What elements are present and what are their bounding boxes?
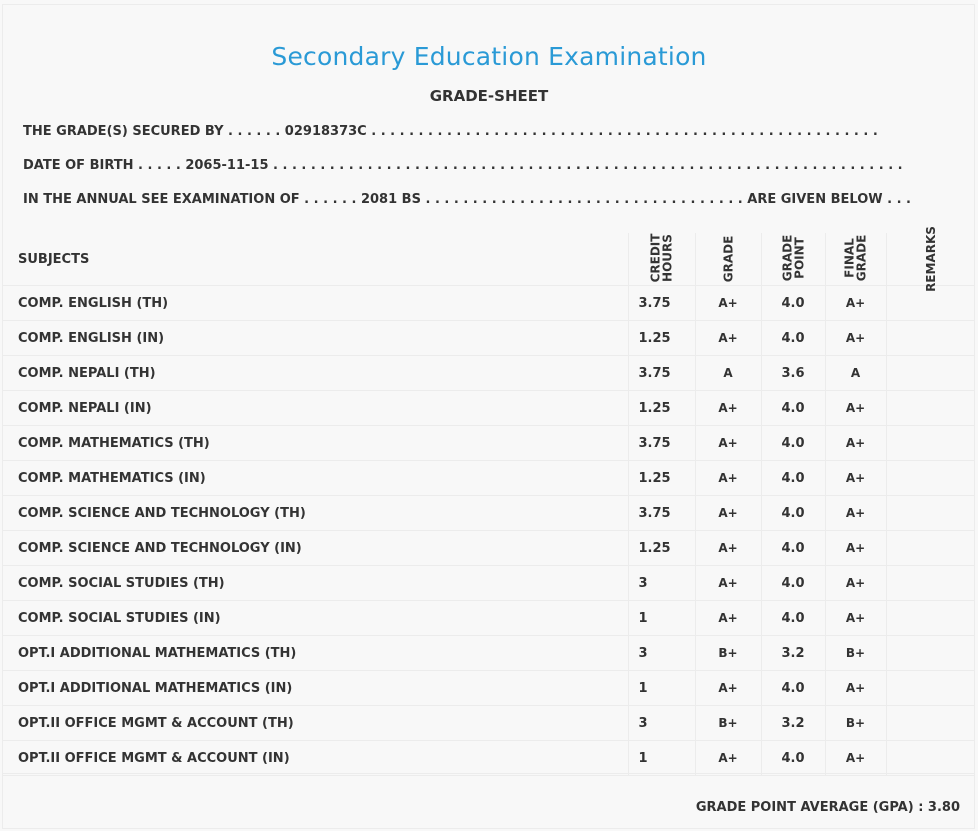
remarks-cell [886, 426, 975, 461]
grade-cell: A+ [695, 321, 761, 356]
gpa-summary: GRADE POINT AVERAGE (GPA) : 3.80 [695, 800, 960, 815]
grade-cell: A [695, 356, 761, 391]
credit-hours-cell: 1 [628, 671, 695, 706]
page-title: Secondary Education Examination [271, 42, 707, 71]
subject-cell: COMP. SCIENCE AND TECHNOLOGY (IN) [2, 531, 628, 566]
credit-hours-cell: 1.25 [628, 531, 695, 566]
final-grade-header-line1: FINAL [842, 238, 857, 278]
table-row [2, 531, 975, 566]
final-grade-cell: A+ [825, 531, 886, 566]
table-row [2, 391, 975, 426]
remarks-cell [886, 636, 975, 671]
subject-cell: COMP. MATHEMATICS (TH) [2, 426, 628, 461]
grade-header [695, 233, 761, 286]
grade-cell: A+ [695, 286, 761, 321]
subject-cell: OPT.I ADDITIONAL MATHEMATICS (IN) [2, 671, 628, 706]
grade-point-header-line2: POINT [791, 237, 806, 279]
grade-point-cell: 4.0 [761, 671, 825, 706]
grade-point-cell: 4.0 [761, 496, 825, 531]
grade-cell: A+ [695, 496, 761, 531]
grade-cell: B+ [695, 706, 761, 741]
table-row [2, 321, 975, 356]
grades-table [2, 225, 975, 776]
credit-hours-cell: 3 [628, 636, 695, 671]
grade-point-cell: 4.0 [761, 391, 825, 426]
final-grade-cell: A+ [825, 286, 886, 321]
subject-cell: COMP. MATHEMATICS (IN) [2, 461, 628, 496]
grade-cell: A+ [695, 426, 761, 461]
page-subtitle: GRADE-SHEET [429, 87, 549, 105]
table-row [2, 496, 975, 531]
credit-hours-cell: 1.25 [628, 321, 695, 356]
subjects-header: SUBJECTS [2, 233, 628, 286]
gpa-divider [2, 773, 975, 774]
table-row [2, 286, 975, 321]
subject-cell: COMP. NEPALI (TH) [2, 356, 628, 391]
subject-cell: OPT.I ADDITIONAL MATHEMATICS (TH) [2, 636, 628, 671]
remarks-cell [886, 601, 975, 636]
secured-by-line: THE GRADE(S) SECURED BY . . . . . . 02918373C . . . . . . . . . . . . . . . . . . . . . . . . . . . . . . . . . . . . . . . . . . . . . . . . . . . . . . [23, 124, 878, 139]
credit-hours-cell: 3 [628, 706, 695, 741]
credit-hours-header-line2: HOURS [660, 234, 675, 282]
final-grade-cell: B+ [825, 706, 886, 741]
final-grade-cell: A [825, 356, 886, 391]
remarks-cell [886, 321, 975, 356]
table-row [2, 601, 975, 636]
final-grade-header-line2: GRADE [854, 234, 869, 282]
grade-header-label: GRADE [720, 235, 735, 282]
remarks-cell [886, 356, 975, 391]
remarks-cell [886, 671, 975, 706]
final-grade-cell: A+ [825, 741, 886, 776]
credit-hours-cell: 3.75 [628, 426, 695, 461]
subject-cell: OPT.II OFFICE MGMT & ACCOUNT (TH) [2, 706, 628, 741]
grade-point-cell: 4.0 [761, 601, 825, 636]
final-grade-cell: A+ [825, 566, 886, 601]
grade-cell: B+ [695, 636, 761, 671]
date-of-birth-line: DATE OF BIRTH . . . . . 2065-11-15 . . . . . . . . . . . . . . . . . . . . . . . . . . . . . . . . . . . . . . . . . . . . . . . . . . . . . . . . . . . . . . . . . . . [23, 158, 903, 173]
grade-cell: A+ [695, 391, 761, 426]
credit-hours-cell: 1 [628, 601, 695, 636]
grade-point-cell: 4.0 [761, 426, 825, 461]
final-grade-cell: A+ [825, 601, 886, 636]
remarks-cell [886, 461, 975, 496]
grade-cell: A+ [695, 531, 761, 566]
table-row [2, 566, 975, 601]
credit-hours-cell: 3.75 [628, 286, 695, 321]
grade-cell: A+ [695, 566, 761, 601]
grade-point-cell: 4.0 [761, 566, 825, 601]
credit-hours-cell: 3 [628, 566, 695, 601]
grade-point-cell: 4.0 [761, 461, 825, 496]
table-header-row [2, 233, 975, 286]
grade-point-cell: 3.2 [761, 636, 825, 671]
remarks-header [886, 225, 975, 292]
credit-hours-header [628, 233, 695, 286]
final-grade-cell: A+ [825, 426, 886, 461]
final-grade-cell: A+ [825, 461, 886, 496]
table-row [2, 706, 975, 741]
remarks-cell [886, 706, 975, 741]
table-row [2, 671, 975, 706]
grade-point-cell: 4.0 [761, 531, 825, 566]
remarks-cell [886, 391, 975, 426]
credit-hours-cell: 3.75 [628, 496, 695, 531]
table-row [2, 356, 975, 391]
credit-hours-cell: 1.25 [628, 461, 695, 496]
remarks-cell [886, 741, 975, 776]
subject-cell: COMP. NEPALI (IN) [2, 391, 628, 426]
subject-cell: OPT.II OFFICE MGMT & ACCOUNT (IN) [2, 741, 628, 776]
remarks-cell [886, 531, 975, 566]
grade-cell: A+ [695, 601, 761, 636]
final-grade-header [825, 233, 886, 286]
remarks-cell [886, 496, 975, 531]
grade-point-cell: 4.0 [761, 321, 825, 356]
subject-cell: COMP. SOCIAL STUDIES (TH) [2, 566, 628, 601]
final-grade-cell: A+ [825, 496, 886, 531]
grade-point-header-line1: GRADE [779, 234, 794, 282]
remarks-header-label: REMARKS [923, 225, 938, 292]
grade-point-cell: 4.0 [761, 741, 825, 776]
credit-hours-header-line1: CREDIT [648, 233, 663, 283]
grade-point-cell: 3.2 [761, 706, 825, 741]
subject-cell: COMP. SOCIAL STUDIES (IN) [2, 601, 628, 636]
examination-line: IN THE ANNUAL SEE EXAMINATION OF . . . . . . 2081 BS . . . . . . . . . . . . . . . . . . . . . . . . . . . . . . . . . . ARE GIVEN BELOW . . . [23, 192, 911, 207]
grade-cell: A+ [695, 671, 761, 706]
credit-hours-cell: 1.25 [628, 391, 695, 426]
grade-cell: A+ [695, 741, 761, 776]
final-grade-cell: B+ [825, 636, 886, 671]
grade-point-header [761, 233, 825, 286]
final-grade-cell: A+ [825, 321, 886, 356]
remarks-cell [886, 566, 975, 601]
table-row [2, 636, 975, 671]
credit-hours-cell: 1 [628, 741, 695, 776]
table-row [2, 741, 975, 776]
credit-hours-cell: 3.75 [628, 356, 695, 391]
subject-cell: COMP. SCIENCE AND TECHNOLOGY (TH) [2, 496, 628, 531]
grade-cell: A+ [695, 461, 761, 496]
final-grade-cell: A+ [825, 671, 886, 706]
table-row [2, 426, 975, 461]
grade-point-cell: 3.6 [761, 356, 825, 391]
table-row [2, 461, 975, 496]
final-grade-cell: A+ [825, 391, 886, 426]
grade-point-cell: 4.0 [761, 286, 825, 321]
subject-cell: COMP. ENGLISH (TH) [2, 286, 628, 321]
subject-cell: COMP. ENGLISH (IN) [2, 321, 628, 356]
